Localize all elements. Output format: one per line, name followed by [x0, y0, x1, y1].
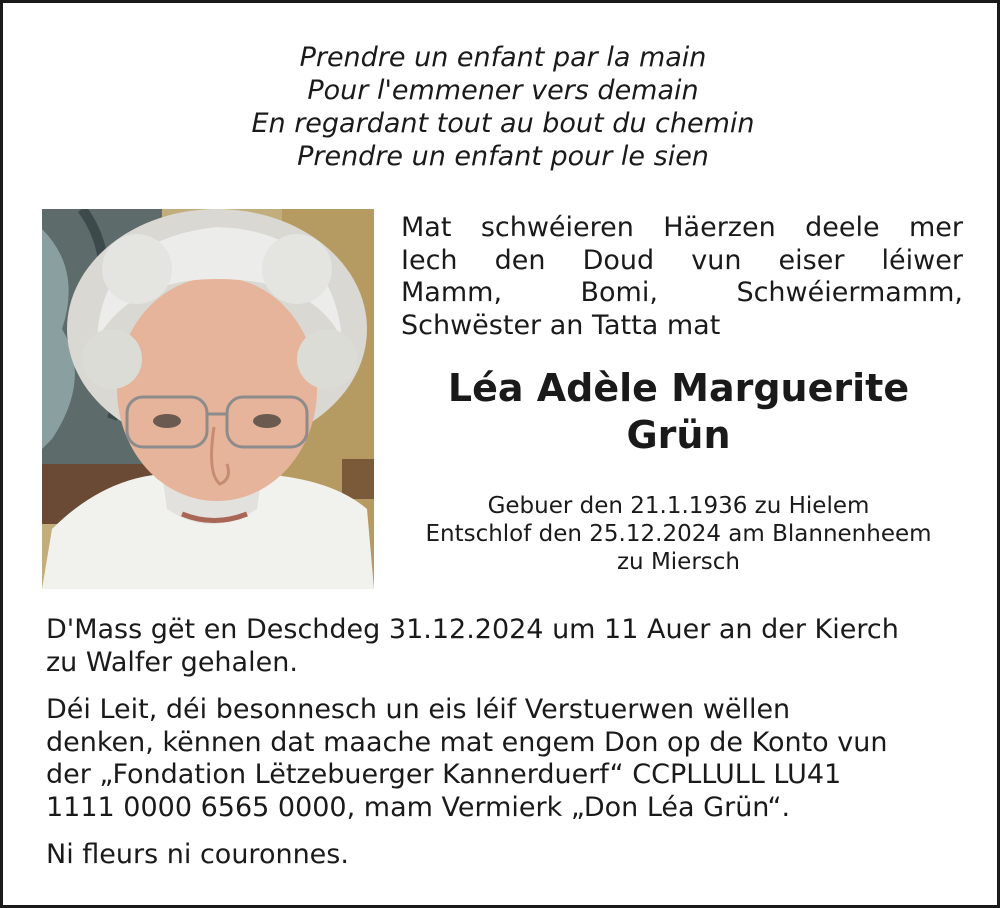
intro-word: Schwéiermamm, [736, 277, 963, 308]
intro-word: Iech [401, 244, 458, 276]
notice-body [46, 614, 956, 872]
intro-line-2 [401, 245, 963, 278]
donation-line: Déi Leit, déi besonnesch un eis léif Verstuerwen wëllen [46, 694, 791, 725]
announcement-intro [401, 212, 963, 342]
poem [3, 41, 1000, 173]
name-line: Grün [626, 413, 731, 457]
life-dates [401, 492, 956, 576]
intro-word: eiser [778, 244, 845, 276]
poem-line: Prendre un enfant par la main [299, 42, 707, 73]
donation-line: 1111 0000 6565 0000, mam Vermierk „Don Léa Grün“. [46, 791, 791, 823]
intro-word: Bomi, [580, 277, 658, 308]
mass-line: zu Walfer gehalen. [46, 646, 298, 678]
death-date: Entschlof den 25.12.2024 am Blannenheem [425, 521, 932, 547]
intro-word: deele [805, 212, 880, 243]
intro-word: mer [908, 212, 963, 243]
deceased-name [401, 365, 956, 459]
name-line: Léa Adèle Marguerite [447, 366, 910, 410]
intro-word: schwéieren [480, 212, 634, 243]
intro-word: den [494, 244, 546, 276]
intro-word: Mat [401, 212, 452, 243]
donation-line: der „Fondation Lëtzebuerger Kannerduerf“ CCPLLULL LU41 [46, 759, 842, 790]
intro-word: Häerzen [663, 212, 776, 243]
intro-line-1 [401, 212, 963, 245]
intro-word: Doud [582, 244, 655, 276]
intro-word: léiwer [881, 244, 963, 276]
portrait-photo [42, 209, 374, 589]
intro-line-4: Schwëster an Tatta mat [401, 309, 721, 341]
intro-line-3 [401, 277, 963, 310]
mass-line: D'Mass gët en Deschdeg 31.12.2024 um 11 Auer an der Kierch [46, 614, 899, 645]
intro-word: vun [691, 244, 742, 276]
death-place: zu Miersch [616, 549, 740, 575]
birth-date: Gebuer den 21.1.1936 zu Hielem [487, 493, 870, 519]
closing-line: Ni fleurs ni couronnes. [46, 839, 349, 870]
poem-line: Pour l'emmener vers demain [307, 75, 699, 106]
intro-word: Mamm, [401, 277, 503, 308]
poem-line: En regardant tout au bout du chemin [251, 108, 755, 139]
donation-line: denken, kënnen dat maache mat engem Don op de Konto vun [46, 726, 888, 758]
poem-line: Prendre un enfant pour le sien [297, 141, 709, 172]
